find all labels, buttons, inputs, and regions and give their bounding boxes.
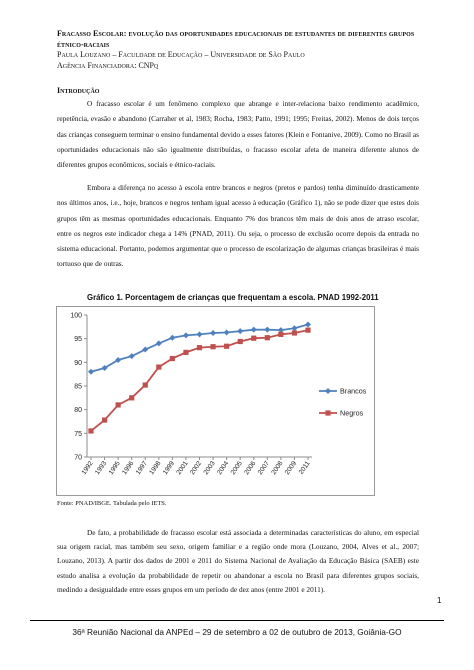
x-tick-label: 2007 [256,460,271,477]
section-heading: Introdução [57,86,100,95]
x-tick-label: 2008 [270,460,285,477]
data-point-brancos [264,327,270,333]
funding-agency: Agência Financiadora: CNPq [57,61,159,70]
legend-label-brancos: Brancos [340,386,367,396]
x-tick-label: 1998 [148,460,163,477]
data-point-negros [88,428,93,433]
data-point-negros [224,344,229,349]
data-point-brancos [129,353,135,359]
data-point-brancos [88,369,94,375]
page-number: 1 [437,596,442,605]
paper-title: Fracasso Escolar: evolução das oportunidades educacionais de estudantes de diferentes grupos étnico-raciais [57,29,415,49]
footer-divider [30,620,444,621]
y-tick-label: 80 [74,407,82,415]
x-tick-label: 1997 [134,460,149,477]
data-point-brancos [210,330,216,336]
legend-label-negros: Negros [340,408,364,418]
data-point-negros [251,336,256,341]
x-tick-label: 1999 [161,460,177,477]
legend-marker-brancos [325,388,331,394]
y-tick-label: 90 [74,359,82,367]
data-point-brancos [237,328,243,334]
data-point-negros [292,330,297,335]
data-point-negros [278,332,283,337]
data-point-negros [210,344,215,349]
x-tick-label: 2003 [202,460,217,477]
x-tick-label: 2011 [297,460,312,476]
x-tick-label: 1995 [107,460,122,477]
x-tick-label: 2006 [243,460,258,477]
data-point-negros [102,417,107,422]
x-tick-label: 1996 [121,460,136,477]
data-point-negros [156,364,161,369]
data-point-negros [197,345,202,350]
data-point-negros [170,356,175,361]
data-point-brancos [291,325,297,331]
author-affiliation: Paula Louzano – Faculdade de Educação – Universidade de São Paulo [57,50,305,59]
line-chart [57,307,374,495]
data-point-brancos [169,335,175,341]
y-tick-label: 95 [74,336,82,344]
y-tick-label: 70 [74,454,82,462]
x-tick-label: 2009 [283,460,299,477]
data-point-brancos [156,340,162,346]
x-tick-label: 2004 [216,460,231,477]
figure-source: Fonte: PNAD/IBGE. Tabulada pelo IETS. [57,500,167,507]
conference-footer: 36ª Reunião Nacional da ANPEd – 29 de setembro a 02 de outubro de 2013, Goiânia-GO [72,627,402,637]
x-tick-label: 2002 [188,460,204,477]
data-point-negros [143,382,148,387]
figure-caption: Gráfico 1. Porcentagem de crianças que frequentam a escola. PNAD 1992-2011 [87,293,379,302]
legend-marker-negros [325,410,330,415]
chart-frame [56,306,375,496]
data-point-brancos [224,330,230,336]
data-point-negros [238,339,243,344]
data-point-brancos [142,347,148,353]
x-tick-label: 1992 [80,460,95,477]
y-tick-label: 85 [74,383,82,391]
data-point-brancos [305,321,311,327]
x-tick-label: 2005 [229,460,244,477]
data-point-negros [265,335,270,340]
paragraph-2: Embora a diferença no acesso à escola entre brancos e negros (pretos e pardos) tenha diminuído drasticamente nos últimos anos, i.e., hoje, brancos e negros tenham igual acesso à educação (Gráfico 1), não se pode dizer que estes dois grupos têm as mesmas oportunidades educacionais. Enquanto 7% dos brancos têm mais de dois anos de atraso escolar, entre os negros este indicador chega a 14% (PNAD, 2011). Ou seja, o processo de exclusão ocorre depois da entrada no sistema educacional. Portanto, podemos argumentar que o processo de escolarização de algumas crianças brasileiras é mais tortuoso que de outras. [57,183,419,269]
data-point-negros [183,350,188,355]
x-tick-label: 1993 [94,460,109,477]
data-point-brancos [183,332,189,338]
x-tick-label: 2001 [175,460,190,477]
y-tick-label: 100 [70,312,82,320]
data-point-negros [129,395,134,400]
paragraph-1: O fracasso escolar é um fenômeno complexo que abrange e inter-relaciona baixo rendimento acadêmico, repetência, evasão e abandono (Carraher et al, 1983; Rocha, 1983; Patto, 1991; 1995; Freitas, 2002). Menos de dois terços das crianças conseguem terminar o ensino fundamental devido a esses fatores (Klein e Fontanive, 2009). Como no Brasil as oportunidades educacionais não são igualmente distribuídas, o fracasso escolar afeta de maneira diferente alunos de diferentes grupos econômicos, sociais e étnico-raciais. [57,99,419,170]
data-point-negros [305,328,310,333]
data-point-brancos [197,331,203,337]
data-point-negros [116,402,121,407]
paragraph-3: De fato, a probabilidade de fracasso escolar está associada a determinadas características do aluno, em especial sua origem racial, mas também seu sexo, origem familiar e a região onde mora (Louzano, 2004, Alves et al., 2007; Louzano, 2013). A partir dos dados de 2001 e 2011 do Sistema Nacional de Avaliação da Educação Básica (SAEB) este estudo analisa a evolução da probabilidade de repetir ou abandonar a escola no Brasil para diferentes grupos sociais, medindo a desigualdade entre esses grupos em um período de dez anos (entre 2001 e 2011). [57,528,419,594]
data-point-brancos [251,327,257,333]
y-tick-label: 75 [74,430,82,438]
